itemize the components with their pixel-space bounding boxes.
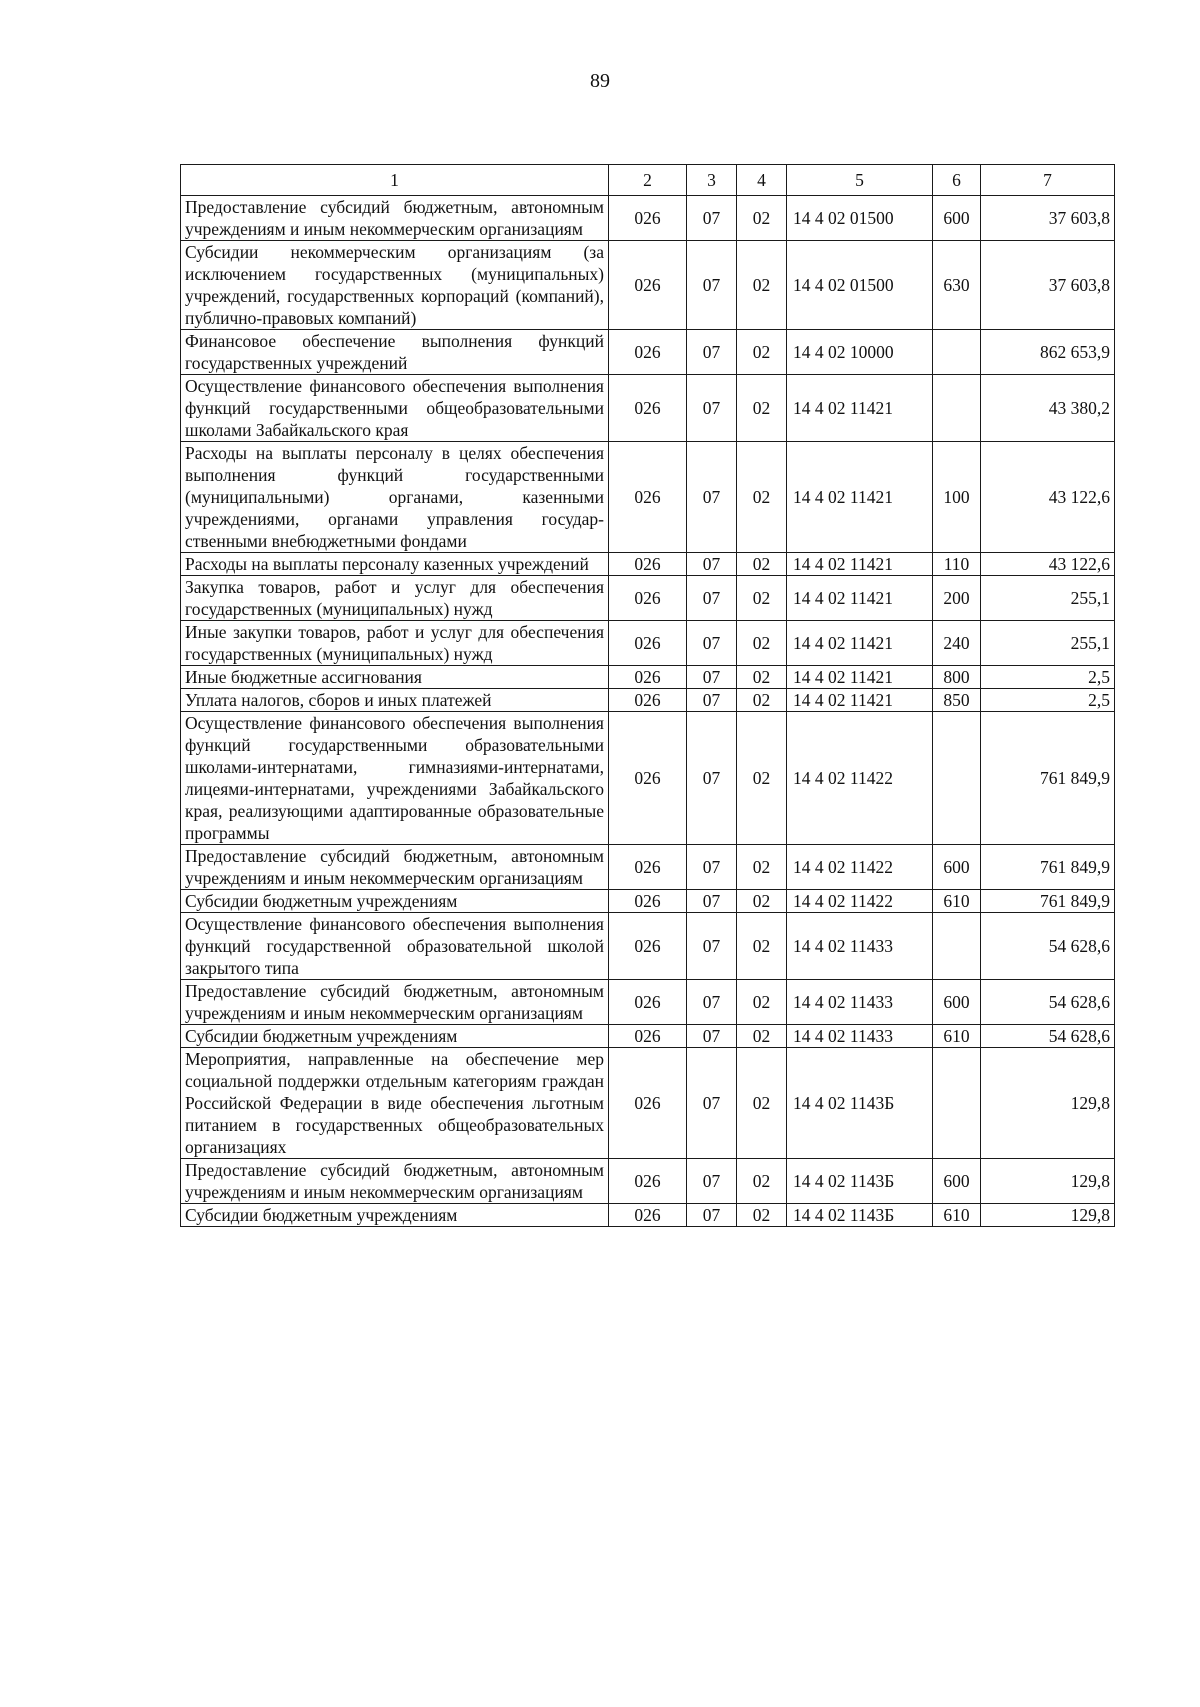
- subsection-code-cell: 02: [737, 1204, 787, 1227]
- table-row: [181, 845, 1115, 890]
- table-header-row: [181, 165, 1115, 196]
- item-name-cell: Предоставление субсидий бюджетным, автономным учреждениям и иным некоммерческим организациям: [181, 1159, 609, 1204]
- section-code-cell: 07: [687, 442, 737, 553]
- table-row: [181, 442, 1115, 553]
- expense-type-cell: 850: [933, 689, 981, 712]
- column-header: 3: [687, 165, 737, 196]
- target-article-cell: 14 4 02 11421: [787, 375, 933, 442]
- item-name-cell: Предоставление субсидий бюджетным, автономным учреждениям и иным некоммерческим организациям: [181, 980, 609, 1025]
- amount-cell: 129,8: [981, 1048, 1115, 1159]
- subsection-code-cell: 02: [737, 712, 787, 845]
- expense-type-cell: 200: [933, 576, 981, 621]
- subsection-code-cell: 02: [737, 890, 787, 913]
- column-header: 5: [787, 165, 933, 196]
- expense-type-cell: 600: [933, 980, 981, 1025]
- table-row: [181, 375, 1115, 442]
- section-code-cell: 07: [687, 689, 737, 712]
- item-name-cell: Иные закупки товаров, работ и услуг для обеспечения государственных (муниципальных) нужд: [181, 621, 609, 666]
- column-header: 7: [981, 165, 1115, 196]
- subsection-code-cell: 02: [737, 621, 787, 666]
- subsection-code-cell: 02: [737, 330, 787, 375]
- subsection-code-cell: 02: [737, 1048, 787, 1159]
- section-code-cell: 07: [687, 196, 737, 241]
- item-name-cell: Субсидии бюджетным учреждениям: [181, 1204, 609, 1227]
- section-code-cell: 07: [687, 1204, 737, 1227]
- item-name-cell: Предоставление субсидий бюджетным, автономным учреждениям и иным некоммерческим организациям: [181, 845, 609, 890]
- table-row: [181, 621, 1115, 666]
- amount-cell: 43 122,6: [981, 553, 1115, 576]
- amount-cell: 54 628,6: [981, 1025, 1115, 1048]
- expense-type-cell: [933, 1048, 981, 1159]
- table-row: [181, 330, 1115, 375]
- item-name-cell: Уплата налогов, сборов и иных платежей: [181, 689, 609, 712]
- ministry-code-cell: 026: [609, 980, 687, 1025]
- section-code-cell: 07: [687, 980, 737, 1025]
- ministry-code-cell: 026: [609, 1204, 687, 1227]
- expense-type-cell: 800: [933, 666, 981, 689]
- item-name-cell: Расходы на выплаты персоналу в целях обеспечения выполнения функций государственными (муниципальными) органами, казенными учреждениями, органами управления государственными внебюджетными фондами: [181, 442, 609, 553]
- table-row: [181, 196, 1115, 241]
- column-header: 2: [609, 165, 687, 196]
- expense-type-cell: 110: [933, 553, 981, 576]
- ministry-code-cell: 026: [609, 621, 687, 666]
- item-name-cell: Расходы на выплаты персоналу казенных учреждений: [181, 553, 609, 576]
- subsection-code-cell: 02: [737, 196, 787, 241]
- table-row: [181, 1204, 1115, 1227]
- table-row: [181, 576, 1115, 621]
- section-code-cell: 07: [687, 913, 737, 980]
- item-name-cell: Закупка товаров, работ и услуг для обеспечения государственных (муниципальных) нужд: [181, 576, 609, 621]
- amount-cell: 255,1: [981, 621, 1115, 666]
- amount-cell: 2,5: [981, 689, 1115, 712]
- table-row: [181, 689, 1115, 712]
- expense-type-cell: 100: [933, 442, 981, 553]
- target-article-cell: 14 4 02 11421: [787, 666, 933, 689]
- amount-cell: 2,5: [981, 666, 1115, 689]
- expense-type-cell: 610: [933, 1204, 981, 1227]
- table-row: [181, 913, 1115, 980]
- amount-cell: 129,8: [981, 1159, 1115, 1204]
- expense-type-cell: [933, 913, 981, 980]
- section-code-cell: 07: [687, 1159, 737, 1204]
- subsection-code-cell: 02: [737, 845, 787, 890]
- ministry-code-cell: 026: [609, 666, 687, 689]
- item-name-cell: Осуществление финансового обеспечения выполнения функций государственными образовательными школами-интернатами, гимназиями-интернатами, лицеями-интернатами, учреждениями Забайкальского края, реализующими адаптированные образовательные программы: [181, 712, 609, 845]
- table-row: [181, 980, 1115, 1025]
- section-code-cell: 07: [687, 712, 737, 845]
- expense-type-cell: 600: [933, 196, 981, 241]
- amount-cell: 43 380,2: [981, 375, 1115, 442]
- target-article-cell: 14 4 02 11433: [787, 980, 933, 1025]
- expense-type-cell: 610: [933, 1025, 981, 1048]
- amount-cell: 761 849,9: [981, 845, 1115, 890]
- expense-type-cell: 240: [933, 621, 981, 666]
- ministry-code-cell: 026: [609, 196, 687, 241]
- subsection-code-cell: 02: [737, 1025, 787, 1048]
- table-row: [181, 890, 1115, 913]
- ministry-code-cell: 026: [609, 712, 687, 845]
- target-article-cell: 14 4 02 11433: [787, 1025, 933, 1048]
- column-header: 1: [181, 165, 609, 196]
- column-header: 4: [737, 165, 787, 196]
- ministry-code-cell: 026: [609, 241, 687, 330]
- amount-cell: 54 628,6: [981, 980, 1115, 1025]
- item-name-cell: Иные бюджетные ассигнования: [181, 666, 609, 689]
- budget-table: [180, 164, 1115, 1227]
- target-article-cell: 14 4 02 1143Б: [787, 1159, 933, 1204]
- target-article-cell: 14 4 02 1143Б: [787, 1204, 933, 1227]
- item-name-cell: Субсидии некоммерческим организациям (за исключением государственных (муниципальных) учреждений, государственных корпораций (компаний), публично-правовых компаний): [181, 241, 609, 330]
- subsection-code-cell: 02: [737, 1159, 787, 1204]
- ministry-code-cell: 026: [609, 689, 687, 712]
- item-name-cell: Мероприятия, направленные на обеспечение мер социальной поддержки отдельным категориям граждан Российской Федерации в виде обеспечения льготным питанием в государственных общеобразовательных организациях: [181, 1048, 609, 1159]
- table-row: [181, 666, 1115, 689]
- target-article-cell: 14 4 02 11422: [787, 845, 933, 890]
- target-article-cell: 14 4 02 11421: [787, 442, 933, 553]
- subsection-code-cell: 02: [737, 913, 787, 980]
- ministry-code-cell: 026: [609, 1025, 687, 1048]
- amount-cell: 37 603,8: [981, 196, 1115, 241]
- section-code-cell: 07: [687, 890, 737, 913]
- item-name-cell: Субсидии бюджетным учреждениям: [181, 890, 609, 913]
- amount-cell: 43 122,6: [981, 442, 1115, 553]
- page-number: 89: [590, 70, 610, 92]
- subsection-code-cell: 02: [737, 689, 787, 712]
- item-name-cell: Предоставление субсидий бюджетным, автономным учреждениям и иным некоммерческим организациям: [181, 196, 609, 241]
- target-article-cell: 14 4 02 11422: [787, 712, 933, 845]
- section-code-cell: 07: [687, 375, 737, 442]
- target-article-cell: 14 4 02 11421: [787, 621, 933, 666]
- section-code-cell: 07: [687, 553, 737, 576]
- target-article-cell: 14 4 02 10000: [787, 330, 933, 375]
- expense-type-cell: 600: [933, 1159, 981, 1204]
- expense-type-cell: 610: [933, 890, 981, 913]
- target-article-cell: 14 4 02 1143Б: [787, 1048, 933, 1159]
- expense-type-cell: [933, 375, 981, 442]
- subsection-code-cell: 02: [737, 576, 787, 621]
- amount-cell: 862 653,9: [981, 330, 1115, 375]
- target-article-cell: 14 4 02 11421: [787, 576, 933, 621]
- target-article-cell: 14 4 02 01500: [787, 241, 933, 330]
- amount-cell: 255,1: [981, 576, 1115, 621]
- ministry-code-cell: 026: [609, 576, 687, 621]
- section-code-cell: 07: [687, 1025, 737, 1048]
- target-article-cell: 14 4 02 11421: [787, 689, 933, 712]
- subsection-code-cell: 02: [737, 980, 787, 1025]
- expense-type-cell: [933, 330, 981, 375]
- item-name-cell: Осуществление финансового обеспечения выполнения функций государственной образовательной школой закрытого типа: [181, 913, 609, 980]
- target-article-cell: 14 4 02 11422: [787, 890, 933, 913]
- expense-type-cell: 600: [933, 845, 981, 890]
- target-article-cell: 14 4 02 11433: [787, 913, 933, 980]
- item-name-cell: Финансовое обеспечение выполнения функций государственных учреждений: [181, 330, 609, 375]
- expense-type-cell: 630: [933, 241, 981, 330]
- section-code-cell: 07: [687, 576, 737, 621]
- ministry-code-cell: 026: [609, 375, 687, 442]
- section-code-cell: 07: [687, 666, 737, 689]
- ministry-code-cell: 026: [609, 845, 687, 890]
- subsection-code-cell: 02: [737, 666, 787, 689]
- table-row: [181, 1048, 1115, 1159]
- section-code-cell: 07: [687, 330, 737, 375]
- expense-type-cell: [933, 712, 981, 845]
- ministry-code-cell: 026: [609, 1159, 687, 1204]
- ministry-code-cell: 026: [609, 553, 687, 576]
- target-article-cell: 14 4 02 01500: [787, 196, 933, 241]
- section-code-cell: 07: [687, 621, 737, 666]
- item-name-cell: Субсидии бюджетным учреждениям: [181, 1025, 609, 1048]
- ministry-code-cell: 026: [609, 890, 687, 913]
- table-row: [181, 712, 1115, 845]
- ministry-code-cell: 026: [609, 913, 687, 980]
- amount-cell: 761 849,9: [981, 890, 1115, 913]
- amount-cell: 129,8: [981, 1204, 1115, 1227]
- item-name-cell: Осуществление финансового обеспечения выполнения функций государственными общеобразовательными школами Забайкальского края: [181, 375, 609, 442]
- subsection-code-cell: 02: [737, 553, 787, 576]
- amount-cell: 37 603,8: [981, 241, 1115, 330]
- column-header: 6: [933, 165, 981, 196]
- subsection-code-cell: 02: [737, 442, 787, 553]
- section-code-cell: 07: [687, 1048, 737, 1159]
- amount-cell: 54 628,6: [981, 913, 1115, 980]
- section-code-cell: 07: [687, 845, 737, 890]
- table-row: [181, 241, 1115, 330]
- target-article-cell: 14 4 02 11421: [787, 553, 933, 576]
- table-row: [181, 1159, 1115, 1204]
- table-row: [181, 553, 1115, 576]
- subsection-code-cell: 02: [737, 241, 787, 330]
- ministry-code-cell: 026: [609, 330, 687, 375]
- amount-cell: 761 849,9: [981, 712, 1115, 845]
- ministry-code-cell: 026: [609, 442, 687, 553]
- table-row: [181, 1025, 1115, 1048]
- section-code-cell: 07: [687, 241, 737, 330]
- ministry-code-cell: 026: [609, 1048, 687, 1159]
- subsection-code-cell: 02: [737, 375, 787, 442]
